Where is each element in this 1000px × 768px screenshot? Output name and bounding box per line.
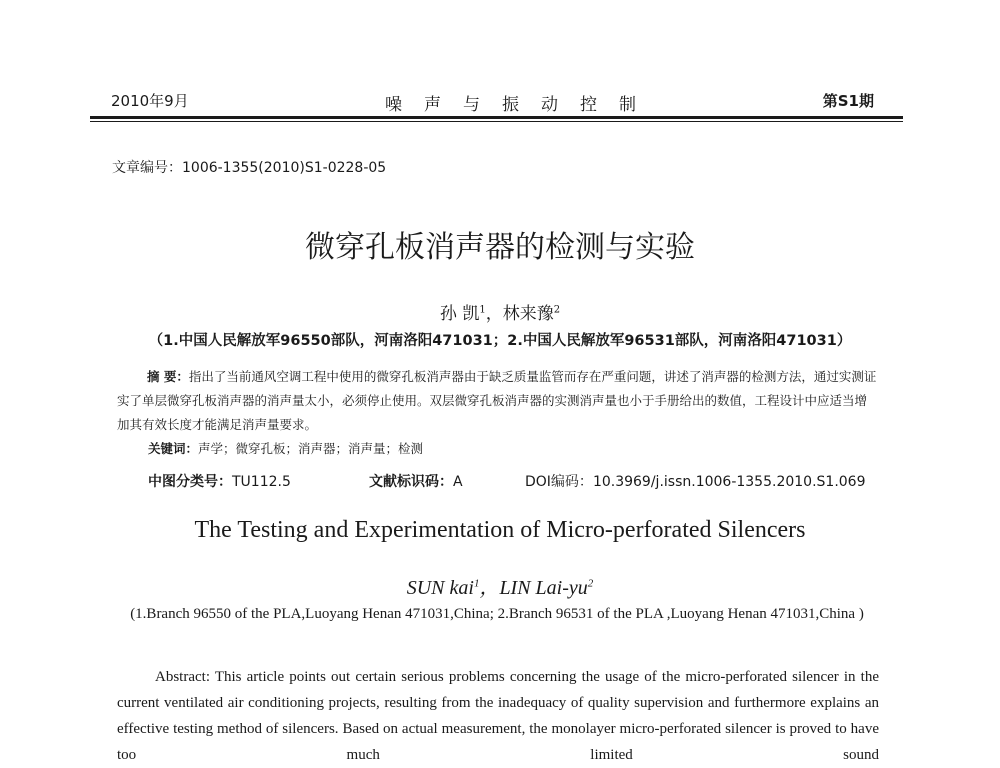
author-separator: ， xyxy=(485,304,503,324)
abstract-chinese-label: 摘 要： xyxy=(147,369,189,384)
header-rule-thin xyxy=(90,121,903,122)
header-issue: 第S1期 xyxy=(822,92,874,110)
author-1-name: 孙 凯 xyxy=(439,304,480,324)
abstract-chinese xyxy=(117,365,877,437)
header-rule-thick xyxy=(90,116,903,119)
document-code-value: A xyxy=(453,474,463,490)
document-code xyxy=(369,471,463,491)
doi xyxy=(525,471,866,491)
abstract-english-text: This article points out certain serious problems concerning the usage of the micro-perforated silencer in the current ventilated air conditioning projects, resulting from the inadequacy of quality supervision and furthermore explains an effective testing method of silencers. Based on actual measurement, the monolayer micro-perforated silencer is proved to have too much limited sound xyxy=(117,669,879,763)
abstract-english xyxy=(117,664,879,768)
author-1-name-en: SUN kai xyxy=(406,577,474,599)
author-2-name: 林来豫 xyxy=(502,304,554,324)
keywords-label: 关键词： xyxy=(148,441,199,456)
authors-english xyxy=(0,571,1000,600)
author-2-name-en: LIN Lai-yu xyxy=(499,577,588,599)
author-1-affil-mark-en: 1 xyxy=(473,577,480,590)
clc-number xyxy=(148,471,291,491)
author-separator-en: ， xyxy=(479,577,500,599)
header-journal-name: 噪声与振动控制 xyxy=(385,95,658,115)
header-date: 2010年9月 xyxy=(111,92,189,110)
title-english: The Testing and Experimentation of Micro-perforated Silencers xyxy=(194,517,806,543)
keywords-text: 声学；微穿孔板；消声器；消声量；检测 xyxy=(198,441,424,456)
clc-value: TU112.5 xyxy=(232,474,291,490)
document-code-label: 文献标识码： xyxy=(369,474,453,490)
authors-chinese xyxy=(0,299,1000,324)
author-2-affil-mark-en: 2 xyxy=(587,577,594,590)
affiliation-chinese: （1.中国人民解放军96550部队，河南洛阳471031；2.中国人民解放军96531部队，河南洛阳471031） xyxy=(148,333,852,349)
abstract-chinese-text: 指出了当前通风空调工程中使用的微穿孔板消声器由于缺乏质量监管而存在严重问题，讲述了消声器的检测方法，通过实测证实了单层微穿孔板消声器的消声量太小，必须停止使用。双层微穿孔板消声器的实测消声量也小于手册给出的数值，工程设计中应适当增加其有效长度才能满足消声量要求。 xyxy=(117,369,877,432)
article-number: 文章编号：1006-1355(2010)S1-0228-05 xyxy=(112,160,387,176)
affiliation-english: (1.Branch 96550 of the PLA,Luoyang Henan 471031,China; 2.Branch 96531 of the PLA ,Luoyang Henan 471031,China ) xyxy=(130,606,864,622)
clc-label: 中图分类号： xyxy=(148,474,232,490)
author-1-affil-mark: 1 xyxy=(479,304,486,316)
keywords-chinese xyxy=(148,439,423,457)
title-chinese: 微穿孔板消声器的检测与实验 xyxy=(305,230,695,265)
doi-label: DOI编码： xyxy=(525,474,593,490)
doi-value: 10.3969/j.issn.1006-1355.2010.S1.069 xyxy=(592,474,866,490)
author-2-affil-mark: 2 xyxy=(553,304,561,316)
abstract-english-label: Abstract: xyxy=(155,669,210,685)
